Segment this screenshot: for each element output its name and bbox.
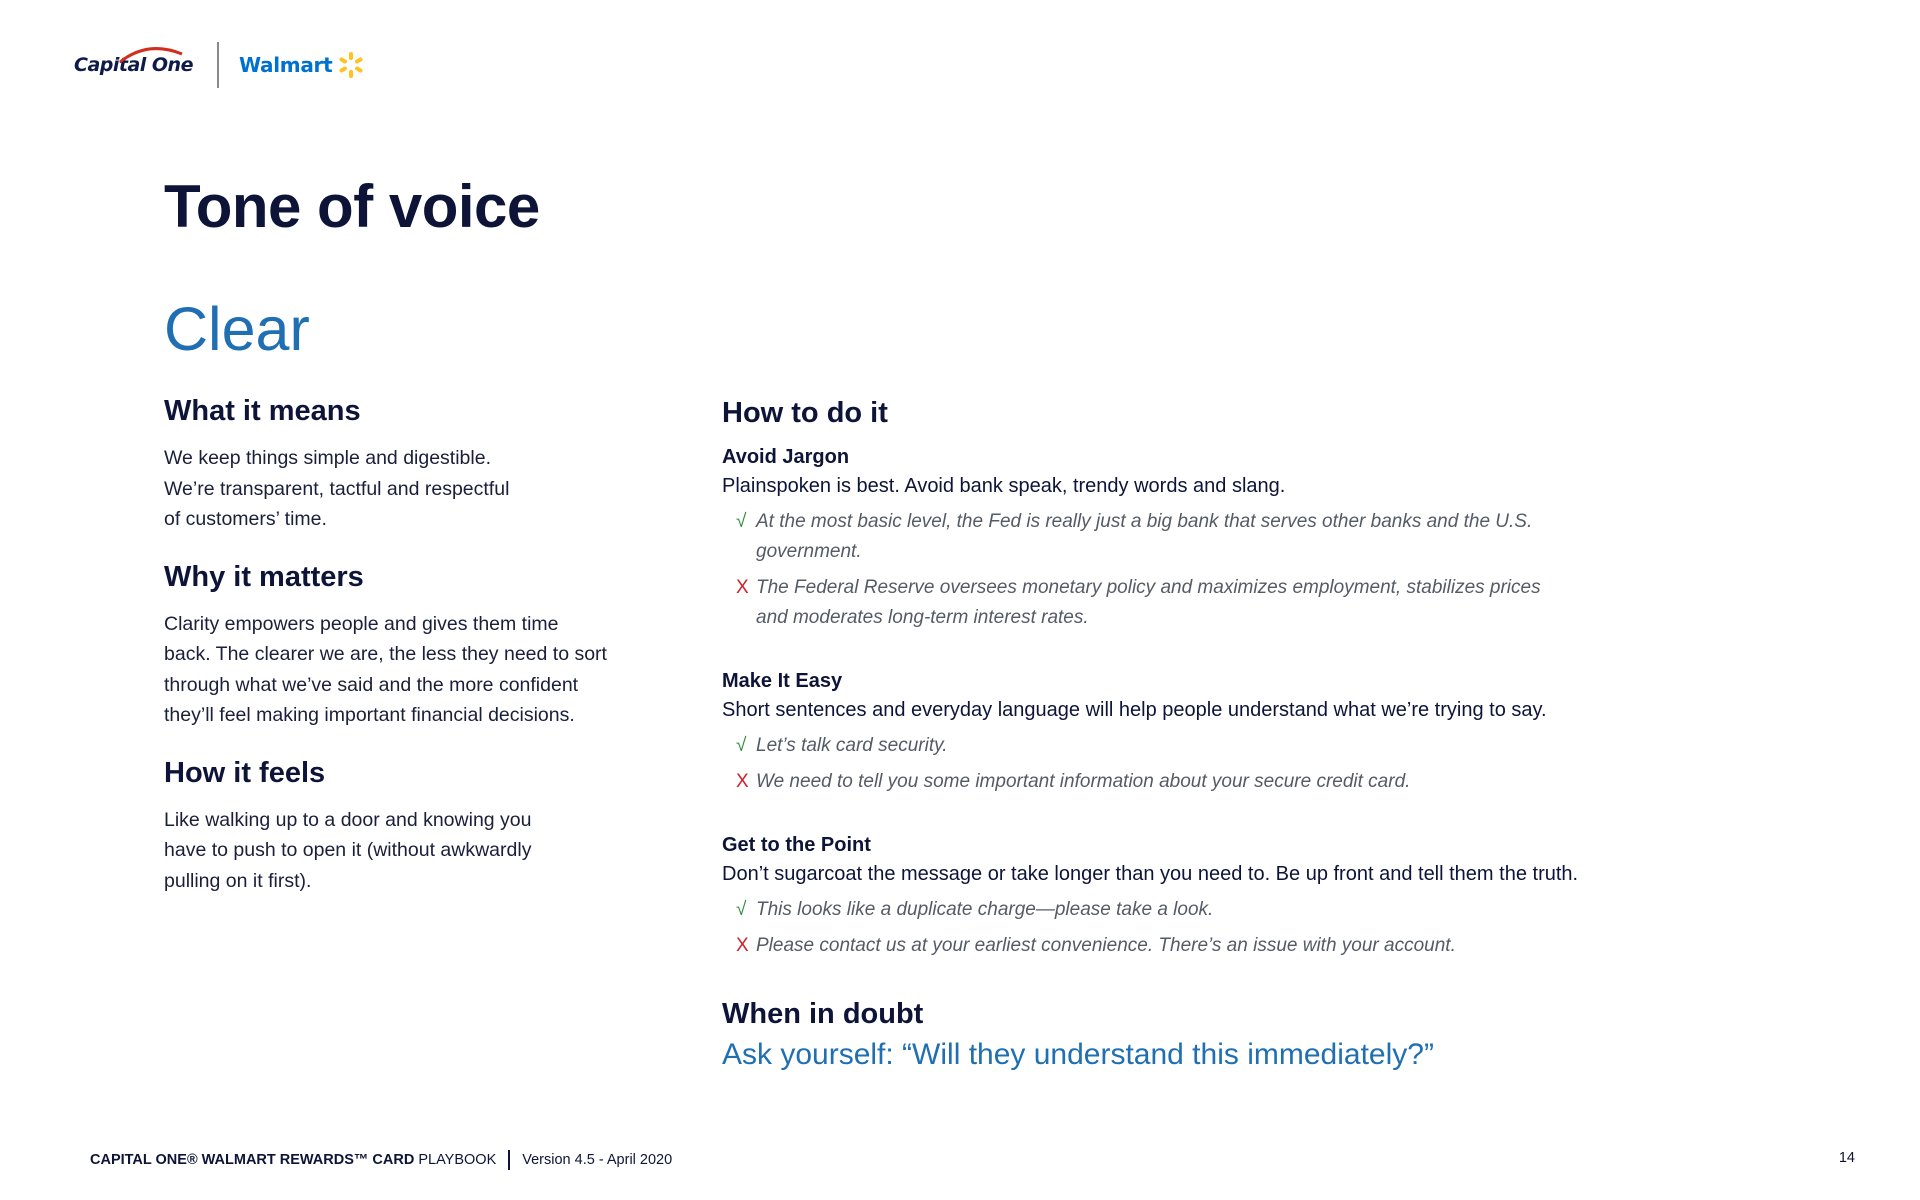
how-it-feels-block	[164, 755, 684, 897]
cross-icon: X	[736, 771, 749, 792]
bad-example	[722, 767, 1822, 797]
bad-example-text: The Federal Reserve oversees monetary policy and maximizes employment, stabilizes prices and moderates long-term interest rates.	[756, 577, 1541, 628]
bad-example-text: We need to tell you some important information about your secure credit card.	[756, 771, 1411, 792]
what-it-means-heading: What it means	[164, 395, 361, 427]
how-it-feels-heading: How it feels	[164, 756, 326, 789]
rule-title: Get to the Point	[722, 834, 871, 856]
footer-brand: CAPITAL ONE® WALMART REWARDS™ CARD	[90, 1152, 415, 1168]
page-number: 14	[1838, 1150, 1855, 1166]
good-example	[722, 507, 1822, 567]
what-it-means-block	[164, 393, 684, 535]
text-line: of customers’ time.	[164, 508, 327, 530]
rule-title: Make It Easy	[722, 670, 843, 692]
text-line: pulling on it first).	[164, 869, 312, 892]
rule-make-it-easy	[722, 667, 1822, 797]
how-to-do-it-heading: How to do it	[722, 397, 888, 429]
text-line: Like walking up to a door and knowing you	[164, 808, 532, 831]
logo-divider	[217, 42, 219, 88]
text-line: through what we’ve said and the more confident	[164, 673, 579, 696]
page-title: Tone of voice	[164, 173, 540, 240]
good-example-text: Let’s talk card security.	[756, 735, 948, 756]
good-example-text: This looks like a duplicate charge—please take a look.	[756, 899, 1214, 920]
footer-version: Version 4.5 - April 2020	[522, 1152, 673, 1168]
check-icon: √	[736, 735, 747, 756]
good-example-text: At the most basic level, the Fed is really just a big bank that serves other banks and the U.S. government.	[756, 511, 1533, 562]
when-in-doubt-block	[722, 995, 1822, 1077]
when-in-doubt-heading: When in doubt	[722, 998, 924, 1030]
text-line: have to push to open it (without awkwardly	[164, 839, 532, 861]
capital-one-logo-text: Capital One	[74, 54, 193, 76]
why-it-matters-heading: Why it matters	[164, 560, 364, 593]
rule-description: Short sentences and everyday language will help people understand what we’re trying to say.	[722, 699, 1547, 721]
bad-example	[722, 931, 1822, 961]
text-line: We keep things simple and digestible.	[164, 447, 491, 469]
bad-example-text: Please contact us at your earliest convenience. There’s an issue with your account.	[756, 935, 1456, 956]
cross-icon: X	[736, 577, 749, 598]
good-example	[722, 895, 1822, 925]
capital-one-swoosh-icon	[118, 46, 184, 68]
why-it-matters-text	[164, 609, 684, 731]
rule-get-to-the-point	[722, 831, 1822, 961]
rule-avoid-jargon	[722, 443, 1822, 633]
cross-icon: X	[736, 935, 749, 956]
footer-playbook: PLAYBOOK	[418, 1152, 497, 1168]
rule-description: Plainspoken is best. Avoid bank speak, trendy words and slang.	[722, 475, 1286, 497]
when-in-doubt-question: Ask yourself: “Will they understand this immediately?”	[722, 1038, 1434, 1071]
good-example	[722, 731, 1822, 761]
check-icon: √	[736, 511, 747, 532]
what-it-means-text	[164, 443, 684, 535]
walmart-spark-icon	[336, 50, 366, 80]
right-column	[722, 395, 1822, 1077]
text-line: they’ll feel making important financial decisions.	[164, 704, 575, 726]
footer	[90, 1150, 672, 1170]
rule-title: Avoid Jargon	[722, 446, 850, 468]
section-title: Clear	[164, 295, 310, 363]
left-column	[164, 393, 684, 920]
text-line: Clarity empowers people and gives them time	[164, 612, 559, 635]
text-line: back. The clearer we are, the less they need to sort	[164, 643, 607, 665]
capital-one-logo	[74, 54, 193, 76]
check-icon: √	[736, 899, 747, 920]
text-line: We’re transparent, tactful and respectful	[164, 477, 510, 500]
how-it-feels-text	[164, 805, 684, 897]
why-it-matters-block	[164, 559, 684, 731]
rule-description: Don’t sugarcoat the message or take longer than you need to. Be up front and tell them the truth.	[722, 863, 1579, 885]
bad-example	[722, 573, 1822, 633]
header-logos	[74, 42, 366, 88]
footer-divider	[508, 1150, 510, 1170]
walmart-logo: Walmart	[238, 53, 333, 77]
